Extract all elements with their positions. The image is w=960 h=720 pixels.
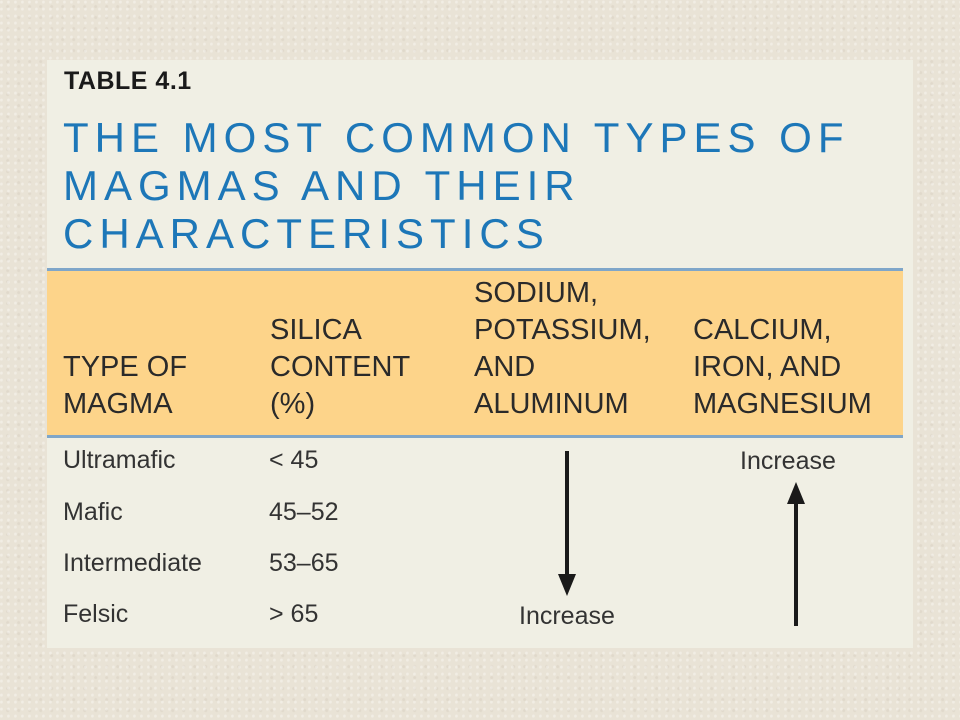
row-type-intermediate: Intermediate — [63, 549, 202, 577]
row-type-ultramafic: Ultramafic — [63, 446, 176, 474]
row-silica-intermediate: 53–65 — [269, 549, 339, 577]
header-sodium-potassium-aluminum: SODIUM, POTASSIUM, AND ALUMINUM — [474, 277, 651, 420]
down-arrow-icon — [558, 451, 576, 596]
table-number: TABLE 4.1 — [64, 67, 192, 95]
row-silica-ultramafic: < 45 — [269, 446, 319, 474]
table-title: THE MOST COMMON TYPES OF MAGMAS AND THEIR CHARACTERISTICS — [63, 114, 850, 257]
sodium-increase-label: Increase — [519, 602, 615, 630]
row-type-felsic: Felsic — [63, 600, 129, 628]
calcium-increase-label: Increase — [740, 447, 836, 475]
table-panel — [47, 60, 913, 648]
row-type-mafic: Mafic — [63, 498, 123, 526]
row-silica-mafic: 45–52 — [269, 498, 339, 526]
up-arrow-icon — [787, 482, 805, 626]
trend-arrows — [47, 60, 913, 648]
header-silica-content: SILICA CONTENT (%) — [270, 314, 411, 420]
header-calcium-iron-magnesium: CALCIUM, IRON, AND MAGNESIUM — [693, 314, 872, 420]
row-silica-felsic: > 65 — [269, 600, 319, 628]
header-type-of-magma: TYPE OF MAGMA — [63, 351, 188, 420]
